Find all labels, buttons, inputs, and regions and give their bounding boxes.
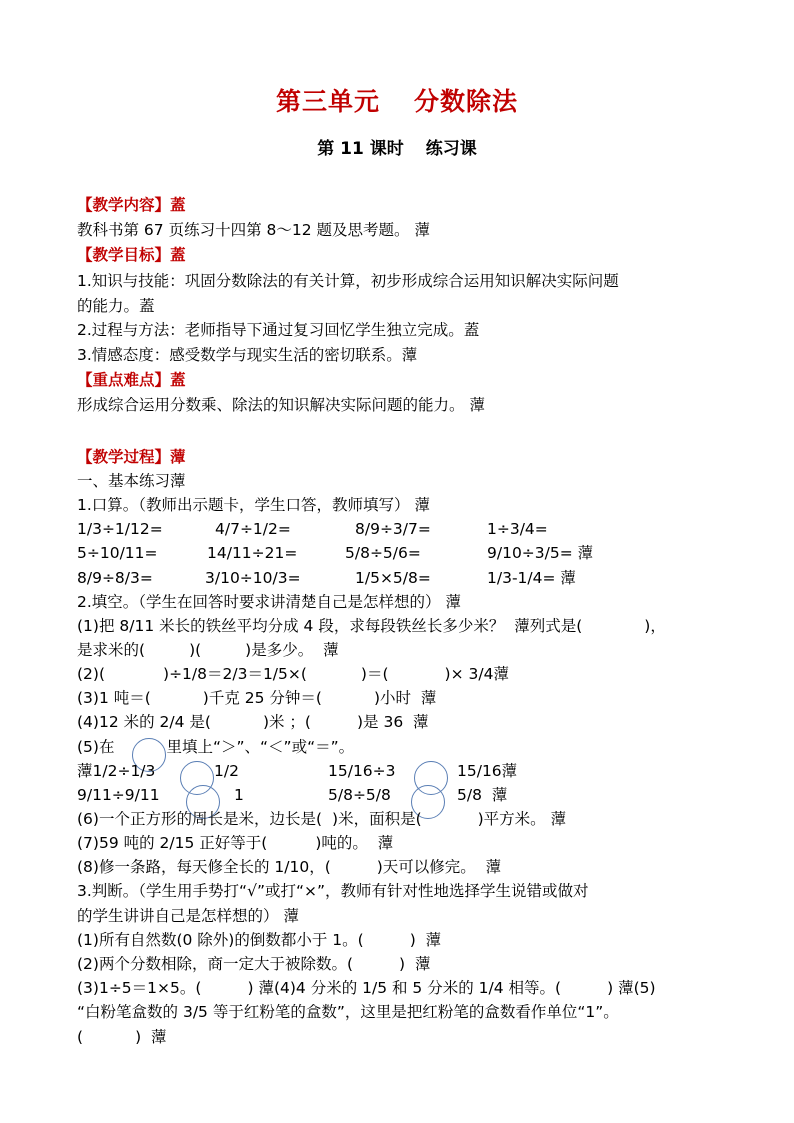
para-mark: 藫 bbox=[425, 931, 442, 949]
text: 1/2÷1/3 bbox=[92, 762, 156, 780]
compare-item: 1/2 bbox=[214, 762, 239, 780]
para-mark: 藫 bbox=[501, 762, 518, 780]
text: )千克 25 分钟＝( bbox=[202, 689, 322, 707]
lesson-subtitle bbox=[0, 134, 794, 159]
para-mark: 藫 bbox=[514, 617, 530, 635]
text: (4)12 米的 2/4 是( bbox=[77, 713, 211, 731]
text: 的学生讲讲自己是怎样想的） bbox=[77, 907, 279, 925]
fill-q7 bbox=[77, 832, 393, 854]
para-mark: 藫 bbox=[414, 955, 431, 973]
para-mark: 藫 bbox=[618, 979, 634, 997]
compare-item: 15/16÷3 bbox=[328, 762, 396, 780]
heading-label: 【教学过程】 bbox=[77, 448, 171, 466]
text: )＝( bbox=[360, 665, 389, 683]
text: )÷1/8＝2/3＝1/5×( bbox=[163, 665, 307, 683]
text: (1)把 8/11 米长的铁丝平均分成 4 段，求每段铁丝长多少米？ bbox=[77, 617, 505, 635]
text: (6)一个正方形的周长是米，边长是( bbox=[77, 810, 323, 828]
judge-title-2 bbox=[77, 905, 299, 927]
fill-q3 bbox=[77, 687, 436, 709]
para-mark: 藫 bbox=[150, 1028, 167, 1046]
para-mark: 蓋 bbox=[170, 196, 186, 214]
goal-line-3 bbox=[77, 319, 479, 341]
goal-line-1: 1.知识与技能：巩固分数除法的有关计算，初步形成综合运用知识解决实际问题 bbox=[77, 272, 619, 290]
text: 一、基本练习 bbox=[77, 472, 171, 490]
compare-item bbox=[457, 784, 507, 806]
text: 里填上“＞”、“＜”或“＝”。 bbox=[166, 738, 355, 756]
oral-item bbox=[487, 542, 593, 564]
oral-item: 8/9÷8/3= bbox=[77, 569, 153, 587]
para-mark: 蓋 bbox=[139, 297, 155, 315]
key-text bbox=[77, 394, 485, 416]
para-mark: 藫 bbox=[577, 544, 594, 562]
para-mark: 蓋 bbox=[170, 246, 186, 264]
text: 1/3-1/4= bbox=[487, 569, 556, 587]
text: )米，面积是( bbox=[332, 810, 422, 828]
text: ) bbox=[409, 931, 416, 949]
para-mark: 藫 bbox=[414, 221, 430, 239]
para-mark: 藫 bbox=[420, 689, 437, 707]
text: (1)所有自然数(0 除外)的倒数都小于 1。( bbox=[77, 931, 364, 949]
text: ) bbox=[607, 979, 614, 997]
text: 是求米的( bbox=[77, 641, 146, 659]
text: )， bbox=[644, 617, 666, 635]
text: ) bbox=[399, 955, 406, 973]
section-basic bbox=[77, 470, 186, 492]
heading-label: 【重点难点】 bbox=[77, 371, 171, 389]
lesson-type: 练习课 bbox=[425, 139, 477, 159]
text: 2.填空。（学生在回答时要求讲清楚自己是怎样想的） bbox=[77, 593, 441, 611]
compare-item bbox=[77, 760, 155, 782]
text: (3)1÷5＝1×5。( bbox=[77, 979, 202, 997]
para-mark: 藫 bbox=[491, 786, 508, 804]
text: )( bbox=[189, 641, 202, 659]
heading-label: 【教学目标】 bbox=[77, 246, 171, 264]
text: )平方米。 bbox=[477, 810, 546, 828]
para-mark: 藫 bbox=[377, 834, 394, 852]
content-heading bbox=[77, 194, 186, 216]
para-mark: 藫 bbox=[493, 665, 509, 683]
para-mark: 藫 bbox=[560, 569, 576, 587]
para-mark: 藫 bbox=[401, 346, 418, 364]
text: )天可以修完。 bbox=[376, 858, 476, 876]
judge-q3-q5 bbox=[77, 977, 656, 999]
text: 15/16 bbox=[457, 762, 502, 780]
text: (4)4 分米的 1/5 和 5 分米的 1/4 相等。( bbox=[273, 979, 562, 997]
oral-item: 1/3÷1/12= bbox=[77, 520, 163, 538]
text: 的能力。 bbox=[77, 297, 140, 315]
text: (2)两个分数相除，商一定大于被除数。( bbox=[77, 955, 354, 973]
para-mark: 藫 bbox=[413, 713, 429, 731]
key-heading bbox=[77, 369, 186, 391]
oral-title bbox=[77, 494, 430, 516]
heading-label: 【教学内容】 bbox=[77, 196, 171, 214]
judge-q1 bbox=[77, 929, 441, 951]
compare-item bbox=[457, 760, 517, 782]
text: (5)在 bbox=[77, 738, 115, 756]
para-mark: 藫 bbox=[485, 858, 502, 876]
topic-title: 分数除法 bbox=[414, 87, 519, 116]
text: )吨的。 bbox=[315, 834, 368, 852]
text: 5/8 bbox=[457, 786, 482, 804]
oral-item: 8/9÷3/7= bbox=[355, 520, 431, 538]
judge-q5-answer bbox=[77, 1026, 167, 1048]
text: )× 3/4 bbox=[444, 665, 494, 683]
goals-heading bbox=[77, 244, 186, 266]
para-mark: 藫 bbox=[170, 448, 186, 466]
text: (8)修一条路，每天修全长的 1/10，( bbox=[77, 858, 331, 876]
lesson-number: 第 11 课时 bbox=[317, 139, 404, 159]
text: )米 ；( bbox=[262, 713, 311, 731]
fill-q4 bbox=[77, 711, 429, 733]
fill-q1-cont bbox=[77, 639, 339, 661]
text: (2)( bbox=[77, 665, 106, 683]
compare-item: 9/11÷9/11 bbox=[77, 786, 160, 804]
para-mark: 藫 bbox=[550, 810, 567, 828]
text: ) bbox=[247, 979, 254, 997]
para-mark: 藫 bbox=[469, 396, 485, 414]
fill-q6 bbox=[77, 808, 566, 830]
fill-q2 bbox=[77, 663, 509, 685]
para-mark: 藫 bbox=[414, 496, 430, 514]
fill-q5 bbox=[77, 736, 354, 758]
para-mark: 藫 bbox=[283, 907, 299, 925]
para-mark: 藫 bbox=[77, 762, 93, 780]
para-mark: 蓋 bbox=[170, 371, 186, 389]
oral-item bbox=[487, 567, 576, 589]
text: (3)1 吨＝( bbox=[77, 689, 151, 707]
oral-item: 5÷10/11= bbox=[77, 544, 158, 562]
text: ) bbox=[135, 1028, 142, 1046]
fill-q8 bbox=[77, 856, 501, 878]
para-mark: 藫 bbox=[258, 979, 274, 997]
fill-q1 bbox=[77, 615, 666, 637]
oral-item: 5/8÷5/6= bbox=[345, 544, 421, 562]
fill-title bbox=[77, 591, 461, 613]
goal-line-2 bbox=[77, 295, 155, 317]
judge-title-1: 3.判断。（学生用手势打“√”或打“×”，教师有针对性地选择学生说错或做对 bbox=[77, 882, 589, 900]
text: 9/10÷3/5= bbox=[487, 544, 573, 562]
compare-item: 5/8÷5/8 bbox=[328, 786, 391, 804]
text: 教科书第 67 页练习十四第 8～12 题及思考题。 bbox=[77, 221, 410, 239]
para-mark: 藫 bbox=[445, 593, 461, 611]
text: )是 36 bbox=[356, 713, 404, 731]
oral-item: 4/7÷1/2= bbox=[215, 520, 291, 538]
process-heading bbox=[77, 446, 186, 468]
text: )是多少。 bbox=[245, 641, 314, 659]
oral-item: 3/10÷10/3= bbox=[205, 569, 301, 587]
oral-item: 14/11÷21= bbox=[207, 544, 298, 562]
text: 1.口算。（教师出示题卡，学生口答，教师填写） bbox=[77, 496, 410, 514]
text: (5) bbox=[633, 979, 656, 997]
goal-line-4 bbox=[77, 344, 417, 366]
page-title bbox=[0, 82, 794, 118]
judge-q5-text: “白粉笔盒数的 3/5 等于红粉笔的盒数”，这里是把红粉笔的盒数看作单位“1”。 bbox=[77, 1003, 619, 1021]
para-mark: 藫 bbox=[170, 472, 186, 490]
text: )小时 bbox=[373, 689, 412, 707]
para-mark: 蓋 bbox=[463, 321, 480, 339]
text: (7)59 吨的 2/15 正好等于( bbox=[77, 834, 268, 852]
oral-item: 1÷3/4= bbox=[487, 520, 548, 538]
text: 形成综合运用分数乘、除法的知识解决实际问题的能力。 bbox=[77, 396, 465, 414]
text: 列式是( bbox=[529, 617, 583, 635]
content-text bbox=[77, 219, 430, 241]
text: 3.情感态度：感受数学与现实生活的密切联系。 bbox=[77, 346, 402, 364]
para-mark: 藫 bbox=[323, 641, 339, 659]
text: ( bbox=[77, 1028, 84, 1046]
oral-item: 1/5×5/8= bbox=[355, 569, 431, 587]
unit-title: 第三单元 bbox=[275, 87, 380, 116]
text: 2.过程与方法：老师指导下通过复习回忆学生独立完成。 bbox=[77, 321, 464, 339]
judge-q2 bbox=[77, 953, 430, 975]
compare-item: 1 bbox=[234, 786, 244, 804]
